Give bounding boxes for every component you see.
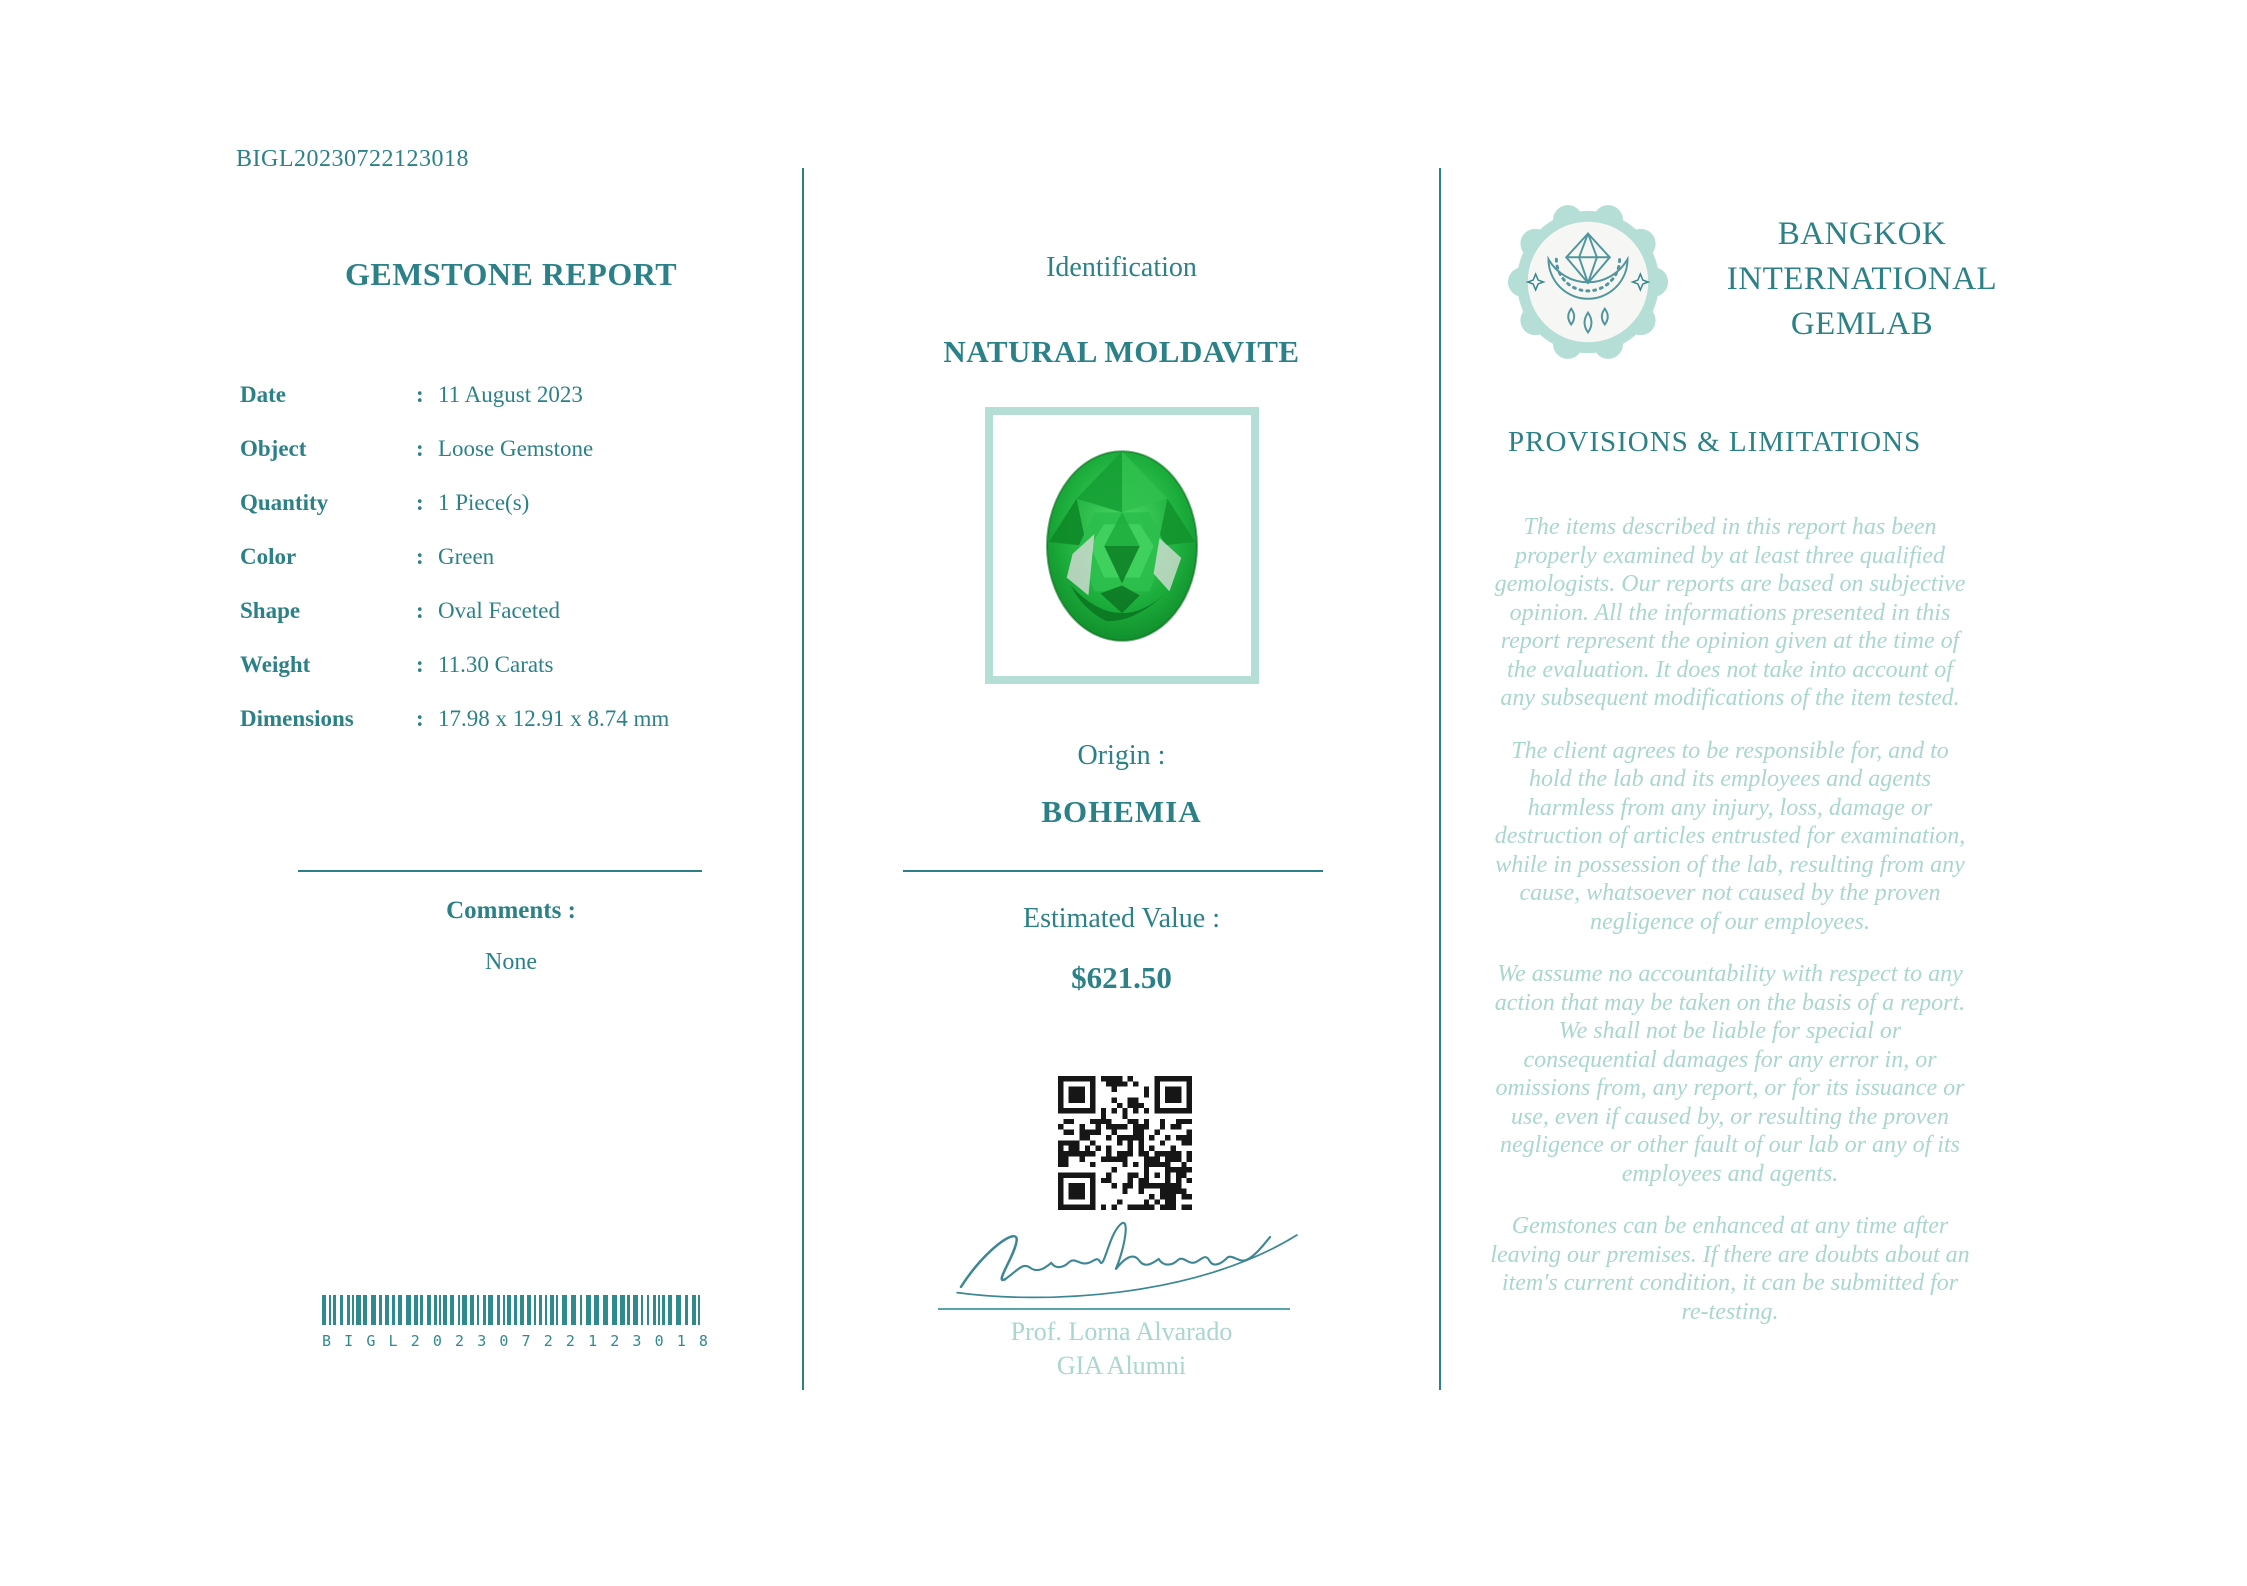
barcode-text [322,1332,708,1350]
field-colon: : [416,598,424,623]
gem-photo [1043,447,1201,645]
certificate-number: BIGL20230722123018 [236,146,469,172]
table-row [240,530,760,584]
origin-value: BOHEMIA [1041,794,1202,829]
field-colon: : [416,544,424,569]
barcode-char: B [322,1332,332,1350]
field-colon: : [416,652,424,677]
origin-label: Origin : [1077,740,1166,771]
barcode-char: 0 [499,1332,509,1350]
qr-code [1058,1076,1192,1210]
field-value-shape: Oval Faceted [438,598,560,623]
barcode-bars [322,1295,708,1325]
barcode-char: 3 [632,1332,642,1350]
field-label-dimensions: Dimensions [240,706,354,731]
barcode-char: G [366,1332,376,1350]
barcode-char: 1 [588,1332,598,1350]
barcode-char: 7 [521,1332,531,1350]
barcode-char: 3 [477,1332,487,1350]
barcode-char: 2 [455,1332,465,1350]
gemlab-logo-badge [1504,198,1672,366]
provisions-text [1490,513,1970,1350]
lab-name-line: BANGKOK [1777,216,1947,252]
value-divider [903,870,1323,872]
table-row [240,584,760,638]
field-value-date: 11 August 2023 [438,382,583,407]
estimated-value: $621.50 [1071,960,1172,995]
barcode-char: L [388,1332,398,1350]
provisions-paragraph: Gemstones can be enhanced at any time after leaving our premises. If there are doubts about an item's current condition, it can be submitted for re-testing. [1490,1213,1970,1325]
lab-name [1712,212,2012,347]
barcode-char: 0 [654,1332,664,1350]
species-name: NATURAL MOLDAVITE [943,334,1300,369]
signature-strokes [950,1212,1306,1308]
field-value-quantity: 1 Piece(s) [438,490,530,515]
table-row [240,368,760,422]
field-value-color: Green [438,544,495,569]
signer-credential: GIA Alumni [1056,1351,1187,1380]
barcode-char: 2 [543,1332,553,1350]
field-colon: : [416,706,424,731]
barcode-char: 2 [410,1332,420,1350]
provisions-paragraph: The client agrees to be responsible for, and to hold the lab and its employees and agents harmless from any injury, loss, damage or destruction of articles entrusted for examination, while in possession of the lab, resulting from any cause, whatsoever not caused by the proven negligence of our employees. [1494,737,1966,935]
signature [950,1212,1306,1308]
provisions-paragraph: The items described in this report has been properly examined by at least three qualified gemologists. Our reports are based on subjective opinion. All the informations presented in this report represent the opinion given at the time of the evaluation. It does not take into account of any subsequent modifications of the item tested. [1494,514,1966,711]
signature-line [938,1308,1290,1310]
qr-code-image [1058,1076,1192,1210]
provisions-paragraph: We assume no accountability with respect to any action that may be taken on the basis of a report. We shall not be liable for special or consequential damages for any error in, or omissions from, any report, or for its issuance or use, even if caused by, or resulting the proven negligence or other fault of our lab or any of its employees and agents. [1494,961,1966,1187]
comments-divider [298,870,702,872]
report-title: GEMSTONE REPORT [344,256,678,292]
field-label-shape: Shape [240,598,301,623]
barcode-char: 2 [610,1332,620,1350]
lab-name-line: INTERNATIONAL [1726,261,1998,297]
barcode-char: 8 [698,1332,708,1350]
barcode-char: I [344,1332,354,1350]
field-value-weight: 11.30 Carats [438,652,554,677]
table-row [240,422,760,476]
estimated-value-label: Estimated Value : [1023,903,1220,934]
gem-photo-frame [985,407,1259,684]
field-label-date: Date [240,382,286,407]
table-row [240,692,760,746]
barcode-char: 0 [432,1332,442,1350]
field-value-object: Loose Gemstone [438,436,594,461]
field-label-object: Object [240,436,307,461]
comments-label: Comments : [446,897,576,924]
gemlab-logo [1504,198,1672,366]
field-colon: : [416,490,424,515]
provisions-title: PROVISIONS & LIMITATIONS [1508,426,1922,458]
gem-details-table [240,368,760,746]
field-colon: : [416,436,424,461]
field-label-color: Color [240,544,297,569]
barcode-char: 1 [676,1332,686,1350]
field-colon: : [416,382,424,407]
field-value-dimensions: 17.98 x 12.91 x 8.74 mm [438,706,670,731]
comments-value: None [485,949,537,975]
signer-name: Prof. Lorna Alvarado [1010,1317,1233,1346]
barcode-char: 2 [565,1332,575,1350]
lab-name-line: GEMLAB [1790,306,1934,342]
table-row [240,638,760,692]
identification-label: Identification [1046,252,1197,283]
table-row [240,476,760,530]
field-label-weight: Weight [240,652,311,677]
field-label-quantity: Quantity [240,490,329,515]
barcode [322,1295,708,1350]
